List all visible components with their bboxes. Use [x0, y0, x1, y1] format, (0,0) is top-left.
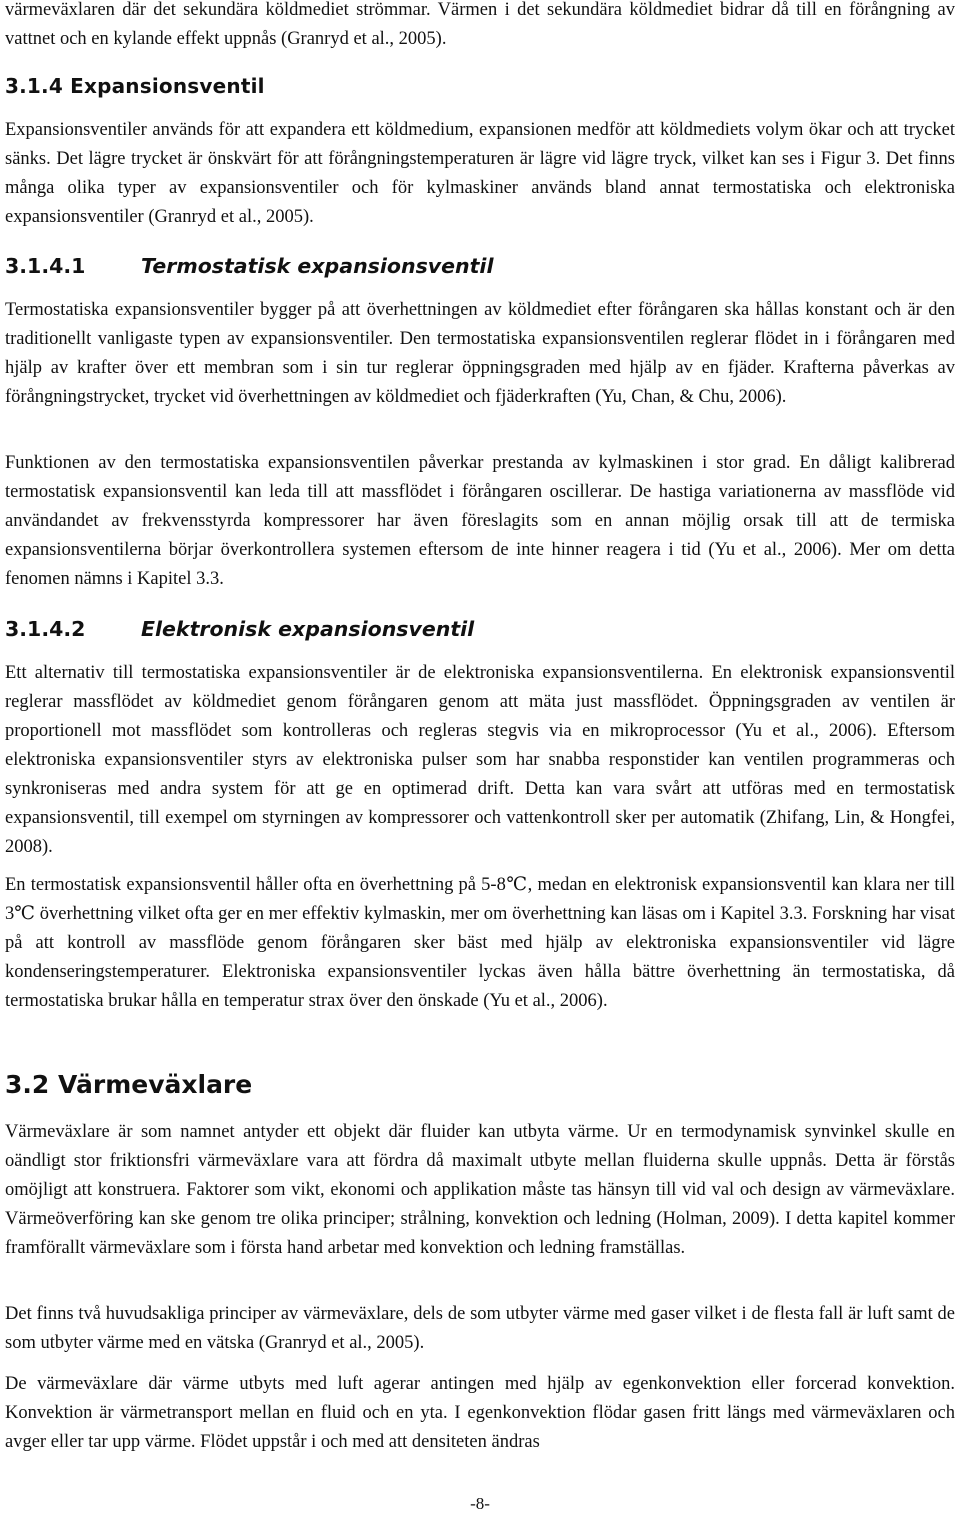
section-number: 3.2 — [5, 1070, 50, 1099]
section-title: Elektronisk expansionsventil — [141, 617, 475, 641]
paragraph-elektronisk-2: En termostatisk expansionsventil håller ofta en överhettning på 5-8℃, medan en elektronisk expansionsventil kan klara ner till 3℃ överhettning vilket ofta ger en mer effektiv kylmaskin, mer om överhettning kan läsas om i Kapitel 3.3. Forskning har visat på att kontroll av massflöde genom förångaren sker bäst med hjälp av elektroniska expansionsventiler vid lägre kondenseringstemperaturer. Elektroniska expansionsventiler lyckas även hålla bättre överhettning än termostatiska, då termostatiska brukar hålla en temperatur strax över den önskade (Yu et al., 2006). — [5, 875, 955, 1011]
paragraph-elektronisk-1: Ett alternativ till termostatiska expansionsventiler är de elektroniska expansionsventilerna. En elektronisk expansionsventil reglerar massflödet av köldmediet genom förångaren genom att mäta just massflödet. Öppningsgraden av ventilen är proportionell mot massflödet som kontrolleras och regleras stegvis via en mikroprocessor (Yu et al., 2006). Eftersom elektroniska expansionsventiler styrs av elektroniska pulser som har snabba responstider kan ventilen programmeras och synkroniseras med andra system för att ge en optimerad drift. Detta kan vara svårt att utföras med en termostatisk expansionsventil, till exempel om styrningen av kompressorer och vattenkontroll sker per automatik (Zhifang, Lin, & Hongfei, 2008). — [5, 663, 955, 857]
section-title: Termostatisk expansionsventil — [141, 254, 494, 278]
paragraph-termostatisk-1: Termostatiska expansionsventiler bygger på att överhettningen av köldmediet efter förångaren ska hållas konstant och är den traditionellt vanligaste typen av expansionsventiler. Den termostatiska expansionsventilen reglerar flödet in i förångaren med hjälp av krafter över ett membran som i sin tur reglerar öppningsgraden med hjälp av en fjäder. Krafterna påverkas av förångningstrycket, trycket vid överhettningen av köldmediet och fjäderkraften (Yu, Chan, & Chu, 2006). — [5, 300, 955, 407]
section-heading-3-1-4 — [5, 74, 265, 98]
section-title: Expansionsventil — [70, 74, 265, 98]
paragraph-varmevaxlare-2: Det finns två huvudsakliga principer av värmeväxlare, dels de som utbyter värme med gaser vilket i de flesta fall är luft samt de som utbyter värme med en vätska (Granryd et al., 2005). — [5, 1304, 955, 1353]
section-title: Värmeväxlare — [58, 1070, 253, 1099]
page-number: -8- — [470, 1494, 490, 1513]
section-heading-3-1-4-1 — [5, 254, 493, 278]
paragraph-varmevaxlare-3: De värmeväxlare där värme utbyts med luft agerar antingen med hjälp av egenkonvektion eller forcerad konvektion. Konvektion är värmetransport mellan en fluid och en yta. I egenkonvektion flödar gasen fritt längs med värmeväxlaren och avger eller tar upp värme. Flödet uppstår i och med att densiteten ändras — [5, 1374, 955, 1452]
section-heading-3-2 — [5, 1070, 252, 1099]
section-number: 3.1.4.2 — [5, 617, 86, 641]
intro-paragraph: värmeväxlaren där det sekundära köldmediet strömmar. Värmen i det sekundära köldmediet bidrar då till en förångning av vattnet och en kylande effekt uppnås (Granryd et al., 2005). — [5, 0, 955, 49]
section-number: 3.1.4 — [5, 74, 63, 98]
section-number: 3.1.4.1 — [5, 254, 86, 278]
paragraph-expansionsventil: Expansionsventiler används för att expandera ett köldmedium, expansionen medför att köldmediets volym ökar och att trycket sänks. Det lägre trycket är önskvärt för att förångningstemperaturen är lägre vid lägre tryck, vilket kan ses i Figur 3. Det finns många olika typer av expansionsventiler och för kylmaskiner används bland annat termostatiska och elektroniska expansionsventiler (Granryd et al., 2005). — [5, 120, 955, 227]
section-heading-3-1-4-2 — [5, 617, 474, 641]
paragraph-varmevaxlare-1: Värmeväxlare är som namnet antyder ett objekt där fluider kan utbyta värme. Ur en termodynamisk synvinkel skulle en oändligt stor friktionsfri värmeväxlare vara att fördra då maximalt utbyte mellan fluiderna skulle uppnås. Detta är förstås omöjligt att konstruera. Faktorer som vikt, ekonomi och applikation måste tas hänsyn till vid val och design av värmeväxlare. Värmeöverföring kan ske genom tre olika principer; strålning, konvektion och ledning (Holman, 2009). I detta kapitel kommer framförallt värmeväxlare som i första hand arbetar med konvektion och ledning framställas. — [5, 1122, 955, 1258]
paragraph-termostatisk-2: Funktionen av den termostatiska expansionsventilen påverkar prestanda av kylmaskinen i stor grad. En dåligt kalibrerad termostatisk expansionsventil kan leda till att massflödet i förångaren oscillerar. De hastiga variationerna av massflöde vid användandet av frekvensstyrda kompressorer har även föreslagits som en annan möjlig orsak till att de termiska expansionsventilerna börjar överkontrollera systemen eftersom de inte hinner reagera i tid (Yu et al., 2006). Mer om detta fenomen nämns i Kapitel 3.3. — [5, 453, 955, 589]
